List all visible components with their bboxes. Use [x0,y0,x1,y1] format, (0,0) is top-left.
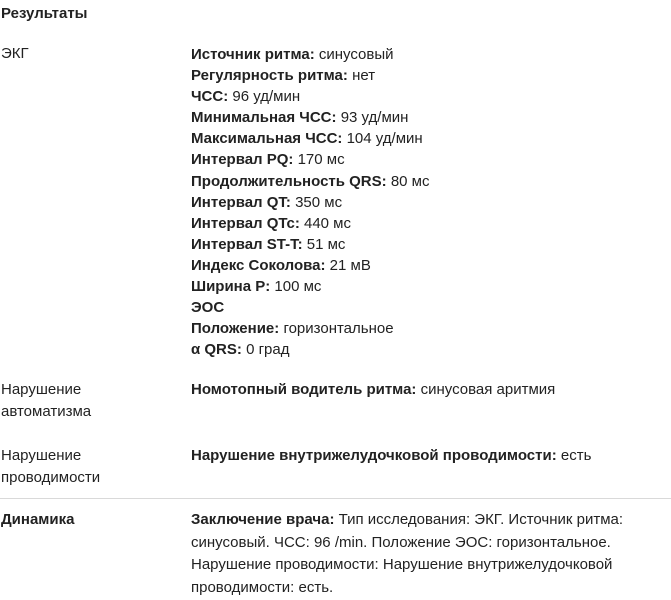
ecg-row-key: Максимальная ЧСС: [191,130,343,148]
conduction-key: Нарушение внутрижелудочковой проводимости: [191,447,557,464]
ecg-row-key: Продолжительность QRS: [191,172,387,190]
ecg-row [191,65,666,86]
dynamics-value: Тип исследования: ЭКГ. Источник ритма: синусовый. ЧСС: 96 /min. Положение ЭОС: горизонтальное. Нарушение проводимости: Нарушение внутрижелудочковой проводимости: есть. [191,511,624,596]
ecg-row-key: Ширина P: [191,278,271,296]
section-divider [0,498,671,499]
ecg-row [191,86,666,107]
ecg-row [191,234,666,255]
ecg-row-value: 440 мс [303,214,351,232]
ecg-row-key: Источник ритма: [191,46,315,63]
ecg-row [191,171,666,192]
ecg-row-value: 0 град [246,341,290,359]
ecg-row-key: Положение: [191,320,280,338]
dynamics-values [191,509,666,599]
conduction-label [1,445,171,489]
ecg-row-key: Интервал ST-T: [191,235,303,253]
ecg-row [191,149,666,170]
automatism-key: Номотопный водитель ритма: [191,381,417,398]
conduction-value: есть [560,447,592,464]
automatism-row [191,379,666,401]
ecg-row-value: 51 мс [306,235,346,253]
dynamics-label: Динамика [1,511,75,528]
ecg-row-value: 80 мс [390,172,430,190]
ecg-row [191,192,666,213]
ecg-values [191,44,666,360]
automatism-value: синусовая аритмия [420,381,556,398]
ecg-row-key: Индекс Соколова: [191,256,326,274]
automatism-label [1,379,171,423]
ecg-row [191,339,666,360]
ecg-row-key: Интервал PQ: [191,151,294,169]
conduction-label-line1: Нарушение [1,447,82,464]
ecg-row-value: 100 мс [274,278,322,296]
ecg-row-key: Минимальная ЧСС: [191,109,337,127]
ecg-row [191,276,666,297]
conduction-row [191,445,666,467]
ecg-row-key: α QRS: [191,341,242,359]
ecg-row-value: 21 мВ [329,256,371,274]
ecg-row-key: Интервал QTc: [191,214,300,232]
ecg-row-value: синусовый [318,46,394,63]
ecg-row-value: 350 мс [295,193,343,211]
ecg-row-value: 170 мс [297,151,345,169]
conduction-label-line2: проводимости [1,469,101,486]
ecg-row-value: нет [352,67,376,85]
ecg-row [191,107,666,128]
ecg-row-key: Регулярность ритма: [191,67,348,85]
ecg-row-value: 96 уд/мин [232,88,301,106]
ecg-label: ЭКГ [1,45,29,62]
conduction-values [191,445,666,467]
ecg-row [191,255,666,276]
ecg-row [191,297,666,318]
page-title: Результаты [1,5,88,22]
automatism-values [191,379,666,401]
ecg-row-value: 93 уд/мин [340,109,409,127]
automatism-label-line1: Нарушение [1,381,82,398]
ecg-row-value: 104 уд/мин [346,130,423,148]
ecg-row [191,128,666,149]
dynamics-key: Заключение врача: [191,511,335,528]
ecg-row [191,213,666,234]
ecg-row [191,44,666,65]
ecg-row-key: Интервал QT: [191,193,291,211]
ecg-row [191,318,666,339]
ecg-row-value: горизонтальное [283,320,394,338]
automatism-label-line2: автоматизма [1,403,92,420]
ecg-row-key: ЧСС: [191,88,229,106]
ecg-row-key: ЭОС [191,299,225,317]
